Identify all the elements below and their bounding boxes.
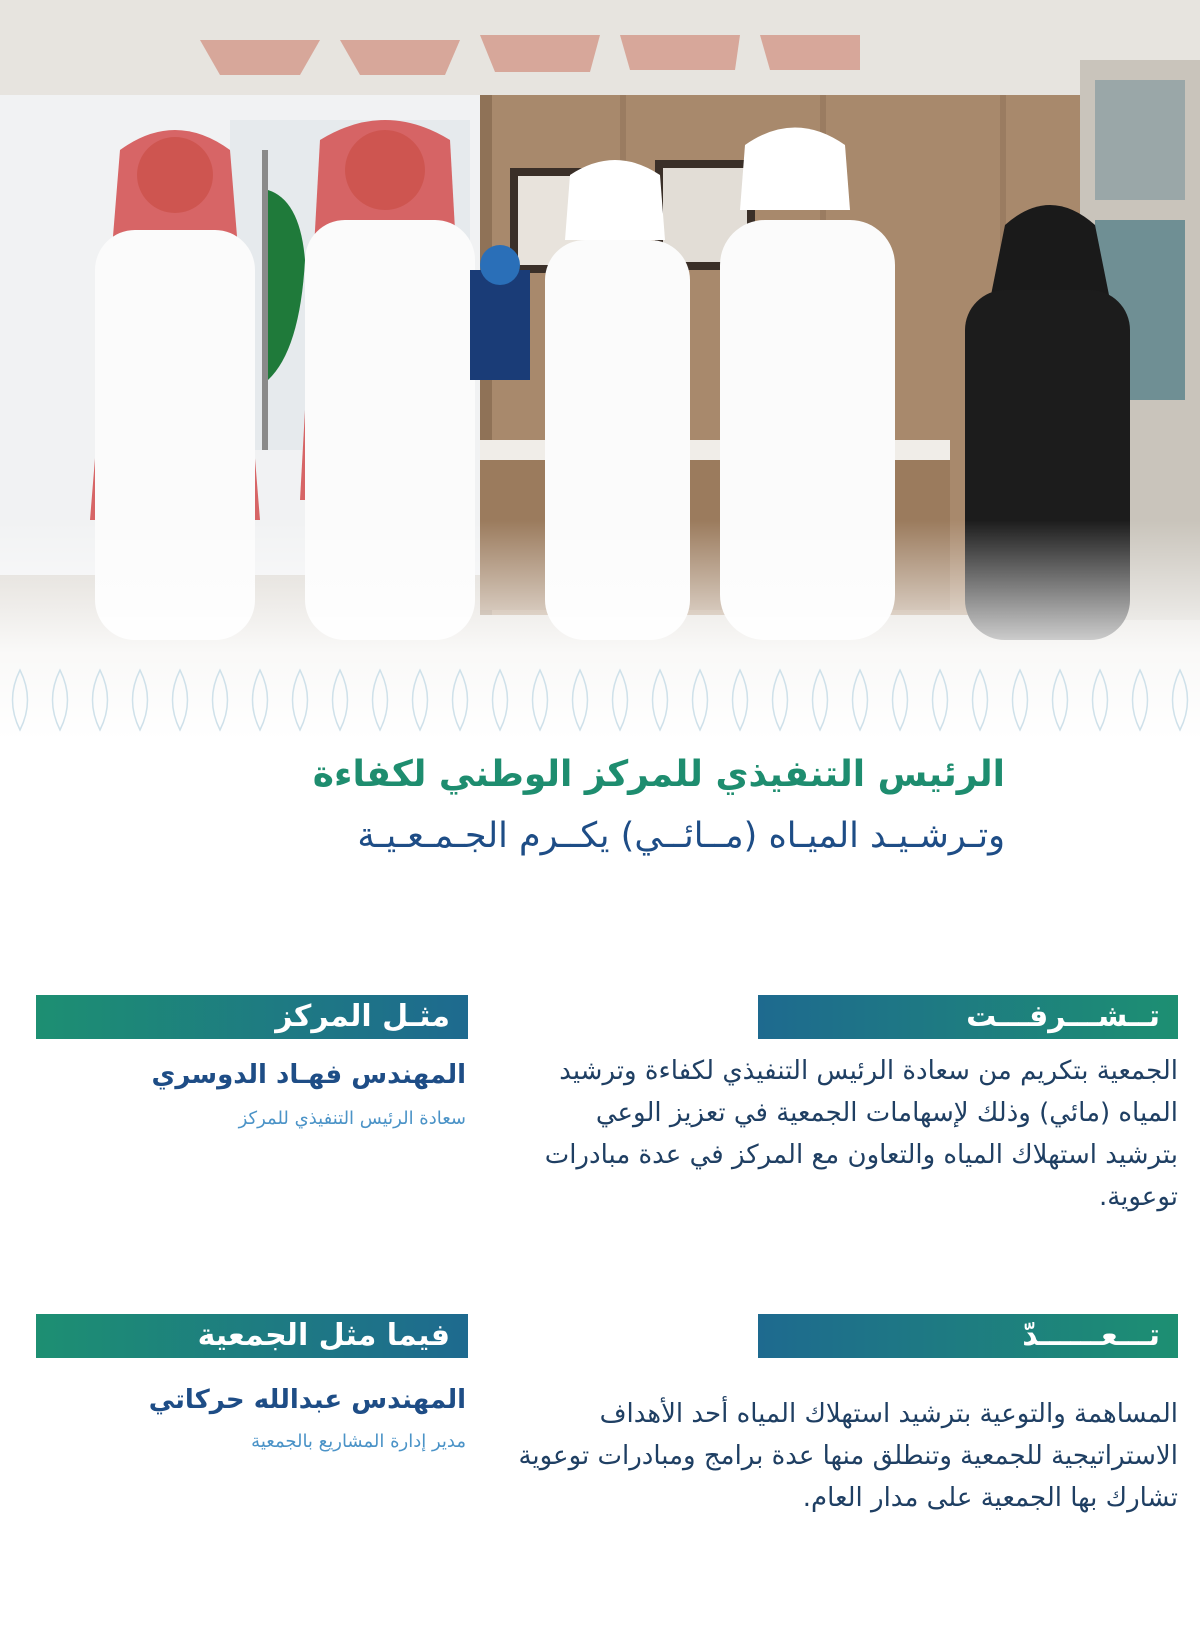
- society-rep-role: مدير إدارة المشاريع بالجمعية: [251, 1431, 466, 1452]
- center-rep-role: سعادة الرئيس التنفيذي للمركز: [238, 1108, 466, 1129]
- section-title-society-rep: فيما مثل الجمعية: [36, 1314, 468, 1358]
- water-drop-pattern: [0, 660, 1200, 740]
- center-rep-name: المهندس فهـاد الدوسري: [151, 1060, 466, 1090]
- section-body-honored: الجمعية بتكريم من سعادة الرئيس التنفيذي لكفاءة وترشيد المياه (مائي) وذلك لإسهامات الجمعية في تعزيز الوعي بترشيد استهلاك المياه والتعاون مع المركز في عدة مبادرات توعوية.: [544, 1056, 1178, 1212]
- section-title-considered: تـــعــــــدّ: [758, 1314, 1178, 1358]
- society-rep-name: المهندس عبدالله حركاتي: [148, 1385, 466, 1415]
- section-body-considered: المساهمة والتوعية بترشيد استهلاك المياه أحد الأهداف الاستراتيجية للجمعية وتنطلق منها عدة برامج ومبادرات توعوية تشارك بها الجمعية على مدار العام.: [518, 1399, 1178, 1513]
- section-title-center-rep: مثـل المركز: [36, 995, 468, 1039]
- section-title-honored: تــشـــرفـــت: [758, 995, 1178, 1039]
- headline-line-1: الرئيس التنفيذي للمركز الوطني لكفاءة: [312, 754, 1005, 795]
- headline: [185, 748, 1005, 862]
- headline-line-2: وتـرشـيـد الميـاه (مــائــي) يكــرم الجـمـعـيـة: [357, 816, 1005, 856]
- honoring-ceremony-photo: [0, 0, 1200, 740]
